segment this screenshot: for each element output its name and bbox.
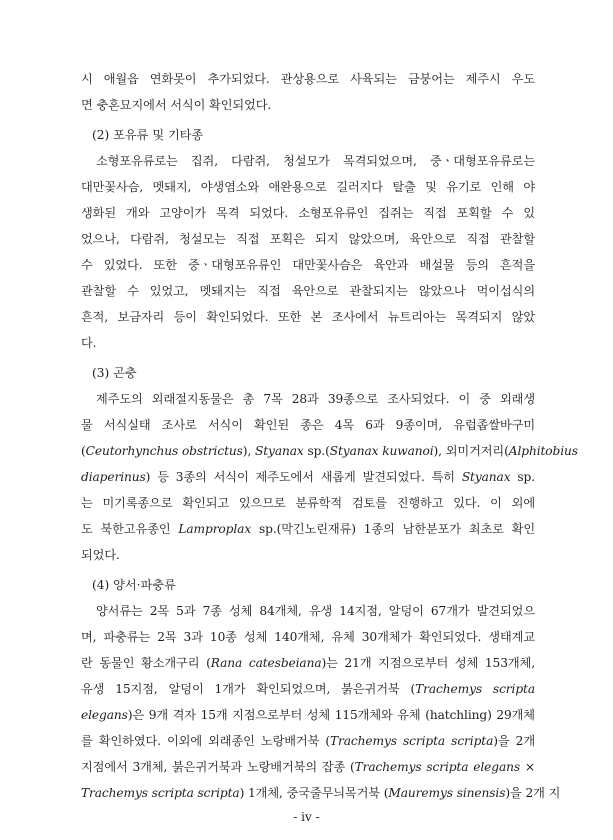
paragraph-line [81,468,535,485]
section-heading-mammals: (2) 포유류 및 기타종 [92,128,204,142]
species-name: Alphitobius [508,444,578,458]
paragraph-line: 생화된 개와 고양이가 목격 되었다. 소형포유류인 집쥐는 직접 포획할 수 있 [81,206,535,220]
species-name: Styanax kuwanoi [329,444,434,458]
paragraph-line: 다. [81,336,97,350]
paragraph-line: 양서류는 2목 5과 7종 성체 84개체, 유생 14지점, 알덩이 67개가 발견되었으 [96,604,535,618]
text-run: × [520,760,535,774]
paragraph-line [81,442,578,459]
species-name: Lamproplax [178,522,252,536]
text-run: )을 2개 지 [505,786,561,800]
species-name: elegans [81,708,128,722]
text-run: ( [81,444,86,458]
paragraph-line: 대만꽃사슴, 멧돼지, 야생염소와 애완용으로 길러지다 탈출 및 유기로 인해 야 [81,180,535,194]
page-number: - iv - [293,810,320,824]
text-run: sp. [510,470,535,484]
species-name: Rana catesbeiana [210,656,322,670]
paragraph-line: 물 서식실태 조사로 서식이 확인된 종은 4목 6과 9종이며, 유럽좁쌀바구미 [81,418,535,432]
paragraph-line: 면 충혼묘지에서 서식이 확인되었다. [81,98,272,112]
text-run: )는 21개 지점으로부터 성체 153개체, [321,656,535,670]
species-name: Ceutorhynchus obstrictus [85,444,243,458]
species-name: Trachemys scripta elegans [354,760,521,774]
species-name: Trachemys scripta [415,682,535,696]
text-run: )을 2개 [493,734,535,748]
text-run: )은 9개 격자 15개 지점으로부터 성체 115개체와 유체 (hatchling) 29개체 [127,708,535,722]
paragraph-line [81,680,535,697]
text-run: 유생 15지점, 알덩이 1개가 확인되었으며, 붉은귀거북 ( [81,682,416,696]
paragraph-line: 수 있었다. 또한 중ㆍ대형포유류인 대만꽃사슴은 육안과 배설물 등의 흔적을 [81,258,535,272]
text-run: 도 북한고유종인 [81,522,179,536]
paragraph-line: 었으나, 다람쥐, 청설모는 직접 포획은 되지 않았으며, 육안으로 직접 관찰할 [81,232,535,246]
species-name: Styanax [461,470,511,484]
text-run: sp.(막긴노린재류) 1종의 남한분포가 최초로 확인 [251,522,535,536]
species-name: Styanax [255,444,304,458]
species-name: Trachemys scripta scripta [330,734,494,748]
paragraph-line [81,654,535,671]
paragraph-line: 는 미기록종으로 확인되고 있으므로 분류학적 검토를 진행하고 있다. 이 외에 [81,496,535,510]
paragraph-line [81,758,535,775]
paragraph-line: 소형포유류로는 집쥐, 다람쥐, 청설모가 목격되었으며, 중ㆍ대형포유류로는 [96,154,535,168]
text-run: 란 동물인 황소개구리 ( [81,656,211,670]
paragraph-line [81,706,535,723]
text-run: 를 확인하였다. 이외에 외래종인 노랑배거북 ( [81,734,331,748]
paragraph-line [81,732,535,749]
paragraph-line [81,520,535,537]
section-heading-insects: (3) 곤충 [92,366,137,380]
species-name: Mauremys sinensis [388,786,506,800]
paragraph-line [81,784,561,801]
text-run: ), [242,444,255,458]
paragraph-line: 흔적, 보금자리 등이 확인되었다. 또한 본 조사에서 뉴트리아는 목격되지 않았 [81,310,535,324]
text-run: ), 외미거저리( [433,444,509,458]
text-run: ) 등 3종의 서식이 제주도에서 새롭게 발견되었다. 특히 [145,470,462,484]
section-heading-amphibians: (4) 양서·파충류 [92,578,176,592]
paragraph-line: 제주도의 외래절지동물은 총 7목 28과 39종으로 조사되었다. 이 중 외래생 [96,392,535,406]
species-name: diaperinus [81,470,146,484]
text-run: sp.( [303,444,330,458]
text-run: 지점에서 3개체, 붉은귀거북과 노랑배거북의 잡종 ( [81,760,355,774]
species-name: Trachemys scripta scripta [81,786,240,800]
paragraph-line: 관찰할 수 있었고, 멧돼지는 직접 육안으로 관찰되지는 않았으나 먹이섭식의 [81,284,535,298]
paragraph-line: 되었다. [81,548,120,562]
text-run: ) 1개체, 중국줄무늬목거북 ( [239,786,389,800]
paragraph-line: 며, 파충류는 2목 3과 10종 성체 140개체, 유체 30개체가 확인되었다. 생태계교 [81,630,535,644]
paragraph-line: 시 애월읍 연화못이 추가되었다. 관상용으로 사육되는 금붕어는 제주시 우도 [81,72,535,86]
